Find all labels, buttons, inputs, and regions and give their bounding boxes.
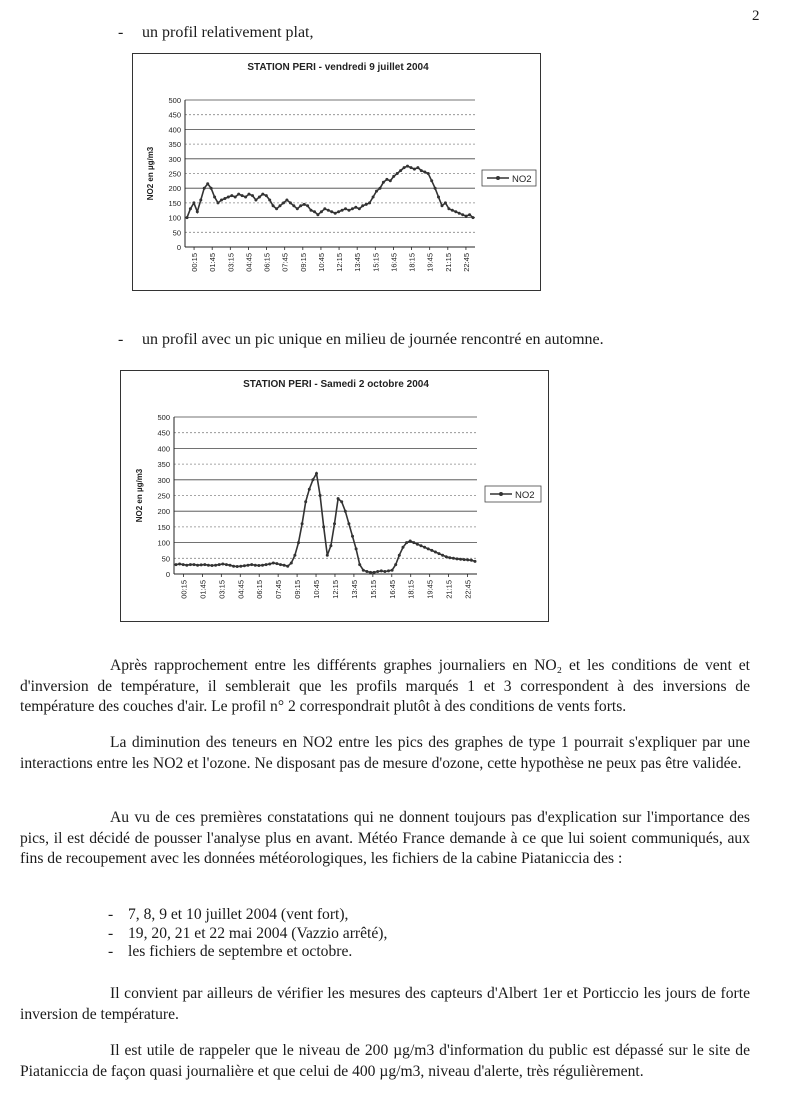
data-point	[452, 557, 455, 560]
data-point	[232, 565, 235, 568]
data-point	[376, 570, 379, 573]
x-tick-label: 10:45	[312, 580, 322, 599]
data-point	[329, 544, 332, 547]
data-point	[403, 166, 406, 169]
data-point	[379, 187, 382, 190]
data-point	[362, 569, 365, 572]
x-tick-label: 22:45	[463, 580, 473, 599]
y-tick-label: 500	[157, 413, 170, 422]
list-item: - 7, 8, 9 et 10 juillet 2004 (vent fort),	[108, 906, 349, 923]
data-point	[220, 199, 223, 202]
paragraph-4	[20, 984, 750, 1025]
series-line-no2	[176, 474, 475, 573]
list-item-text: 19, 20, 21 et 22 mai 2004 (Vazzio arrêté),	[128, 924, 388, 942]
data-point	[402, 546, 405, 549]
paragraph-5-text: Il est utile de rappeler que le niveau de 200 µg/m3 d'information du public est dépassé sur le site de Piataniccia de façon quasi journalière et que celui de 400 µg/m3, niveau d'alerte, très régulièrement.	[20, 1042, 750, 1080]
data-point	[459, 558, 462, 561]
data-point	[193, 563, 196, 566]
data-point	[261, 564, 264, 567]
data-point	[365, 203, 368, 206]
data-point	[412, 541, 415, 544]
x-tick-label: 06:15	[255, 580, 265, 599]
chart-title: STATION PERI - vendredi 9 juillet 2004	[247, 62, 429, 73]
data-point	[265, 194, 268, 197]
paragraph-2-text: La diminution des teneurs en NO2 entre les pics des graphes de type 1 pourrait s'expliquer par une interactions entre les NO2 et l'ozone. Ne disposant pas de mesure d'ozone, cette hypothèse ne peux pas être validée.	[20, 734, 750, 772]
y-tick-label: 400	[168, 125, 181, 135]
data-point	[244, 196, 247, 199]
data-point	[254, 564, 257, 567]
y-tick-label: 150	[168, 198, 181, 208]
data-point	[272, 562, 275, 565]
data-point	[196, 564, 199, 567]
x-tick-label: 10:45	[316, 253, 326, 272]
page-number: 2	[752, 8, 760, 24]
data-point	[250, 563, 253, 566]
y-tick-label: 400	[157, 444, 170, 454]
x-tick-label: 21:15	[443, 253, 453, 272]
data-point	[308, 488, 311, 491]
data-point	[344, 207, 347, 210]
data-point	[296, 207, 299, 210]
data-point	[441, 204, 444, 207]
file-list	[108, 906, 387, 962]
data-point	[380, 569, 383, 572]
data-point	[323, 207, 326, 210]
x-tick-label: 16:45	[389, 253, 399, 272]
paragraph-3-text: Au vu de ces premières constatations qui ne donnent toujours pas d'explication sur l'importance des pics, il est décidé de pousser l'analyse plus en avant. Météo France demande à ce que lui soient communiqués, aux fins de recoupement avec les données météorologiques, les fichiers de la cabine Piataniccia des :	[20, 809, 750, 867]
y-tick-label: 100	[168, 213, 181, 223]
x-tick-label: 15:15	[371, 253, 381, 272]
data-point	[297, 541, 300, 544]
data-point	[344, 510, 347, 513]
data-point	[283, 564, 286, 567]
paragraph-5	[20, 1041, 750, 1082]
data-point	[192, 201, 195, 204]
data-point	[334, 212, 337, 215]
x-tick-label: 01:45	[198, 580, 208, 599]
data-point	[303, 203, 306, 206]
data-point	[301, 522, 304, 525]
data-point	[355, 547, 358, 550]
list-item: - les fichiers de septembre et octobre.	[108, 943, 353, 960]
data-point	[227, 196, 230, 199]
data-point	[275, 562, 278, 565]
legend-label: NO2	[515, 490, 535, 501]
data-point	[243, 564, 246, 567]
data-point	[420, 544, 423, 547]
data-point	[337, 210, 340, 213]
x-tick-label: 18:15	[407, 253, 417, 272]
profile-1-label: - un profil relativement plat,	[118, 24, 314, 41]
data-point	[427, 547, 430, 550]
data-point	[261, 193, 264, 196]
data-point	[248, 193, 251, 196]
data-point	[185, 564, 188, 567]
data-point	[465, 215, 468, 218]
profile-2-label-text: un profil avec un pic unique en milieu de journée rencontré en automne.	[142, 331, 604, 348]
data-point	[330, 210, 333, 213]
x-tick-label: 22:45	[461, 253, 471, 272]
data-point	[445, 555, 448, 558]
data-point	[423, 546, 426, 549]
data-point	[326, 554, 329, 557]
x-tick-label: 13:45	[349, 580, 359, 599]
data-point	[221, 563, 224, 566]
data-point	[196, 210, 199, 213]
data-point	[218, 563, 221, 566]
x-tick-label: 09:15	[293, 580, 303, 599]
data-point	[430, 549, 433, 552]
data-point	[409, 540, 412, 543]
data-point	[358, 563, 361, 566]
y-tick-label: 0	[165, 570, 170, 579]
data-point	[237, 193, 240, 196]
data-point	[430, 179, 433, 182]
chart-2	[121, 371, 548, 621]
x-tick-label: 06:15	[262, 253, 272, 272]
data-point	[223, 197, 226, 200]
list-item: - 19, 20, 21 et 22 mai 2004 (Vazzio arrêté),	[108, 924, 388, 942]
data-point	[210, 187, 213, 190]
x-tick-label: 13:45	[353, 253, 363, 272]
data-point	[383, 570, 386, 573]
legend-label: NO2	[512, 174, 532, 185]
x-tick-label: 15:15	[368, 580, 378, 599]
data-point	[351, 207, 354, 210]
y-tick-label: 0	[176, 243, 181, 252]
data-point	[189, 207, 192, 210]
y-axis-label: NO2 en µg/m3	[146, 146, 155, 201]
data-point	[251, 194, 254, 197]
data-point	[200, 563, 203, 566]
y-tick-label: 300	[168, 154, 181, 164]
data-point	[214, 564, 217, 567]
x-tick-label: 21:15	[444, 580, 454, 599]
data-point	[398, 554, 401, 557]
chart-title: STATION PERI - Samedi 2 octobre 2004	[243, 379, 429, 390]
data-point	[178, 563, 181, 566]
y-tick-label: 100	[157, 538, 170, 548]
data-point	[175, 563, 178, 566]
data-point	[254, 199, 257, 202]
data-point	[333, 522, 336, 525]
data-point	[441, 554, 444, 557]
data-point	[373, 571, 376, 574]
legend-marker	[496, 176, 500, 180]
x-tick-label: 07:45	[280, 253, 290, 272]
data-point	[279, 563, 282, 566]
data-point	[304, 500, 307, 503]
data-point	[354, 206, 357, 209]
data-point	[292, 204, 295, 207]
x-tick-label: 01:45	[208, 253, 218, 272]
data-point	[437, 196, 440, 199]
paragraph-1-text: Après rapprochement entre les différents graphes journaliers en NO₂ et les conditions de vent et d'inversion de température, il semblerait que les profils marqués 1 et 3 correspondent à des inversions de température des couches d'air. Le profil n° 2 correspondrait plutôt à des conditions de vents forts.	[20, 657, 750, 715]
data-point	[311, 478, 314, 481]
data-point	[416, 543, 419, 546]
data-point	[451, 209, 454, 212]
x-tick-label: 12:15	[335, 253, 345, 272]
paragraph-1	[20, 656, 750, 718]
data-point	[463, 558, 466, 561]
data-point	[247, 564, 250, 567]
x-tick-label: 07:45	[274, 580, 284, 599]
data-point	[375, 190, 378, 193]
data-point	[239, 565, 242, 568]
data-point	[203, 563, 206, 566]
chart-1	[133, 54, 540, 290]
x-tick-label: 00:15	[179, 580, 189, 599]
data-point	[230, 194, 233, 197]
data-point	[290, 562, 293, 565]
x-tick-label: 12:15	[330, 580, 340, 599]
x-tick-label: 04:45	[244, 253, 254, 272]
data-point	[310, 209, 313, 212]
chart-2-box	[120, 370, 549, 622]
data-point	[369, 571, 372, 574]
data-point	[392, 175, 395, 178]
data-point	[282, 201, 285, 204]
data-point	[458, 212, 461, 215]
data-point	[182, 563, 185, 566]
data-point	[306, 204, 309, 207]
data-point	[313, 210, 316, 213]
x-tick-label: 19:45	[425, 580, 435, 599]
x-tick-label: 09:15	[298, 253, 308, 272]
data-point	[454, 210, 457, 213]
data-point	[438, 552, 441, 555]
data-point	[236, 565, 239, 568]
data-point	[466, 558, 469, 561]
chart-1-box	[132, 53, 541, 291]
data-point	[385, 178, 388, 181]
x-tick-label: 03:15	[217, 580, 227, 599]
data-point	[327, 209, 330, 212]
data-point	[368, 201, 371, 204]
profile-1-label-text: un profil relativement plat,	[142, 24, 314, 41]
data-point	[199, 199, 202, 202]
data-point	[406, 165, 409, 168]
y-tick-label: 250	[168, 169, 181, 179]
y-tick-label: 450	[168, 110, 181, 120]
data-point	[322, 525, 325, 528]
y-tick-label: 450	[157, 428, 170, 438]
data-point	[286, 565, 289, 568]
paragraph-4-text: Il convient par ailleurs de vérifier les mesures des capteurs d'Albert 1er et Porticcio les jours de forte inversion de température.	[20, 985, 750, 1023]
x-tick-label: 03:15	[226, 253, 236, 272]
y-tick-label: 50	[172, 228, 181, 238]
data-point	[189, 563, 192, 566]
data-point	[413, 168, 416, 171]
data-point	[470, 559, 473, 562]
paragraph-3	[20, 808, 750, 870]
data-point	[217, 201, 220, 204]
y-tick-label: 300	[157, 475, 170, 485]
data-point	[265, 563, 268, 566]
data-point	[320, 210, 323, 213]
data-point	[468, 213, 471, 216]
data-point	[207, 564, 210, 567]
x-tick-label: 19:45	[425, 253, 435, 272]
data-point	[358, 207, 361, 210]
data-point	[410, 166, 413, 169]
y-tick-label: 50	[161, 554, 170, 564]
data-point	[225, 563, 228, 566]
data-point	[456, 557, 459, 560]
y-tick-label: 200	[168, 184, 181, 194]
data-point	[434, 187, 437, 190]
data-point	[340, 500, 343, 503]
data-point	[427, 172, 430, 175]
data-point	[279, 204, 282, 207]
data-point	[461, 213, 464, 216]
data-point	[399, 169, 402, 172]
y-axis-label: NO2 en µg/m3	[135, 468, 144, 523]
data-point	[258, 196, 261, 199]
data-point	[382, 181, 385, 184]
y-tick-label: 350	[157, 460, 170, 470]
data-point	[434, 551, 437, 554]
data-point	[203, 187, 206, 190]
data-point	[365, 570, 368, 573]
data-point	[391, 569, 394, 572]
data-point	[293, 554, 296, 557]
data-point	[394, 563, 397, 566]
data-point	[213, 196, 216, 199]
data-point	[351, 535, 354, 538]
y-tick-label: 250	[157, 491, 170, 501]
data-point	[299, 204, 302, 207]
data-point	[229, 564, 232, 567]
data-point	[241, 194, 244, 197]
data-point	[405, 541, 408, 544]
data-point	[420, 169, 423, 172]
y-tick-label: 150	[157, 522, 170, 532]
data-point	[211, 564, 214, 567]
x-tick-label: 18:15	[406, 580, 416, 599]
data-point	[387, 569, 390, 572]
data-point	[234, 196, 237, 199]
data-point	[348, 209, 351, 212]
data-point	[268, 563, 271, 566]
y-tick-label: 500	[168, 96, 181, 105]
y-tick-label: 200	[157, 507, 170, 517]
data-point	[444, 201, 447, 204]
data-point	[361, 204, 364, 207]
data-point	[389, 179, 392, 182]
data-point	[347, 522, 350, 525]
data-point	[186, 216, 189, 219]
data-point	[268, 199, 271, 202]
data-point	[337, 497, 340, 500]
x-tick-label: 00:15	[190, 253, 200, 272]
data-point	[289, 201, 292, 204]
x-tick-label: 04:45	[236, 580, 246, 599]
y-tick-label: 350	[168, 140, 181, 150]
data-point	[423, 171, 426, 174]
data-point	[447, 207, 450, 210]
data-point	[372, 196, 375, 199]
data-point	[272, 204, 275, 207]
data-point	[416, 166, 419, 169]
list-item-text: les fichiers de septembre et octobre.	[128, 943, 353, 960]
data-point	[474, 560, 477, 563]
data-point	[257, 564, 260, 567]
data-point	[206, 182, 209, 185]
data-point	[448, 556, 451, 559]
data-point	[472, 216, 475, 219]
paragraph-2	[20, 733, 750, 774]
list-item-text: 7, 8, 9 et 10 juillet 2004 (vent fort),	[128, 906, 349, 923]
data-point	[319, 494, 322, 497]
data-point	[285, 199, 288, 202]
legend-marker	[499, 492, 503, 496]
data-point	[316, 213, 319, 216]
data-point	[341, 209, 344, 212]
x-tick-label: 16:45	[387, 580, 397, 599]
data-point	[315, 472, 318, 475]
data-point	[275, 207, 278, 210]
data-point	[396, 172, 399, 175]
profile-2-label: - un profil avec un pic unique en milieu de journée rencontré en automne.	[118, 331, 604, 348]
